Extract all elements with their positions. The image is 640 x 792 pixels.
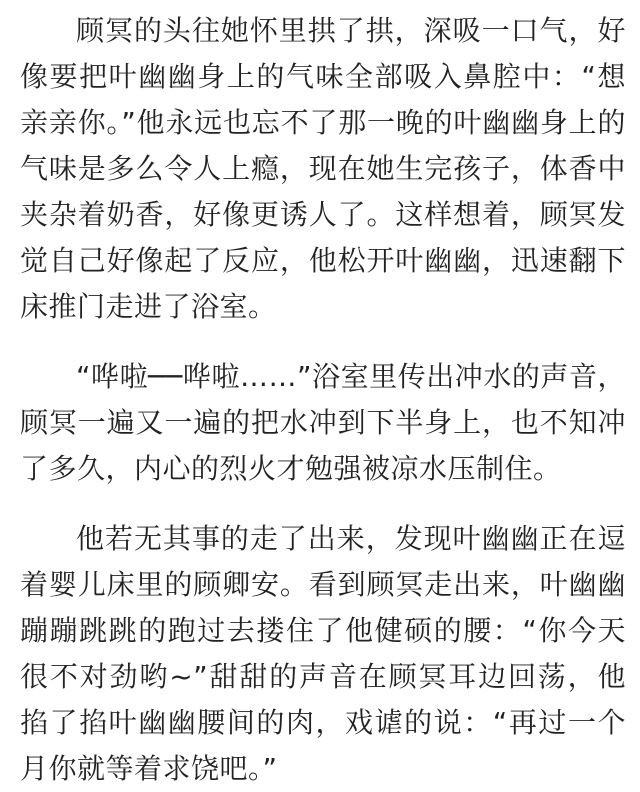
paragraph-2: “哗啦──哗啦……”浴室里传出冲水的声音，顾冥一遍又一遍的把水冲到下半身上，也不知冲了多久，内心的烈火才勉强被凉水压制住。 [20,360,626,485]
paragraph-1: 顾冥的头往她怀里拱了拱，深吸一口气，好像要把叶幽幽身上的气味全部吸入鼻腔中：“想亲亲你。”他永远也忘不了那一晚的叶幽幽身上的气味是多么令人上瘾，现在她生完孩子，体香中夹杂着奶香，好像更诱人了。这样想着，顾冥发觉自己好像起了反应，他松开叶幽幽，迅速翻下床推门走进了浴室。 [20,14,626,323]
paragraph-3: 他若无其事的走了出来，发现叶幽幽正在逗着婴儿床里的顾卿安。看到顾冥走出来，叶幽幽蹦蹦跳跳的跑过去搂住了他健硕的腰：“你今天很不对劲哟~”甜甜的声音在顾冥耳边回荡，他掐了掐叶幽幽腰间的肉，戏谑的说：“再过一个月你就等着求饶吧。” [20,522,626,785]
